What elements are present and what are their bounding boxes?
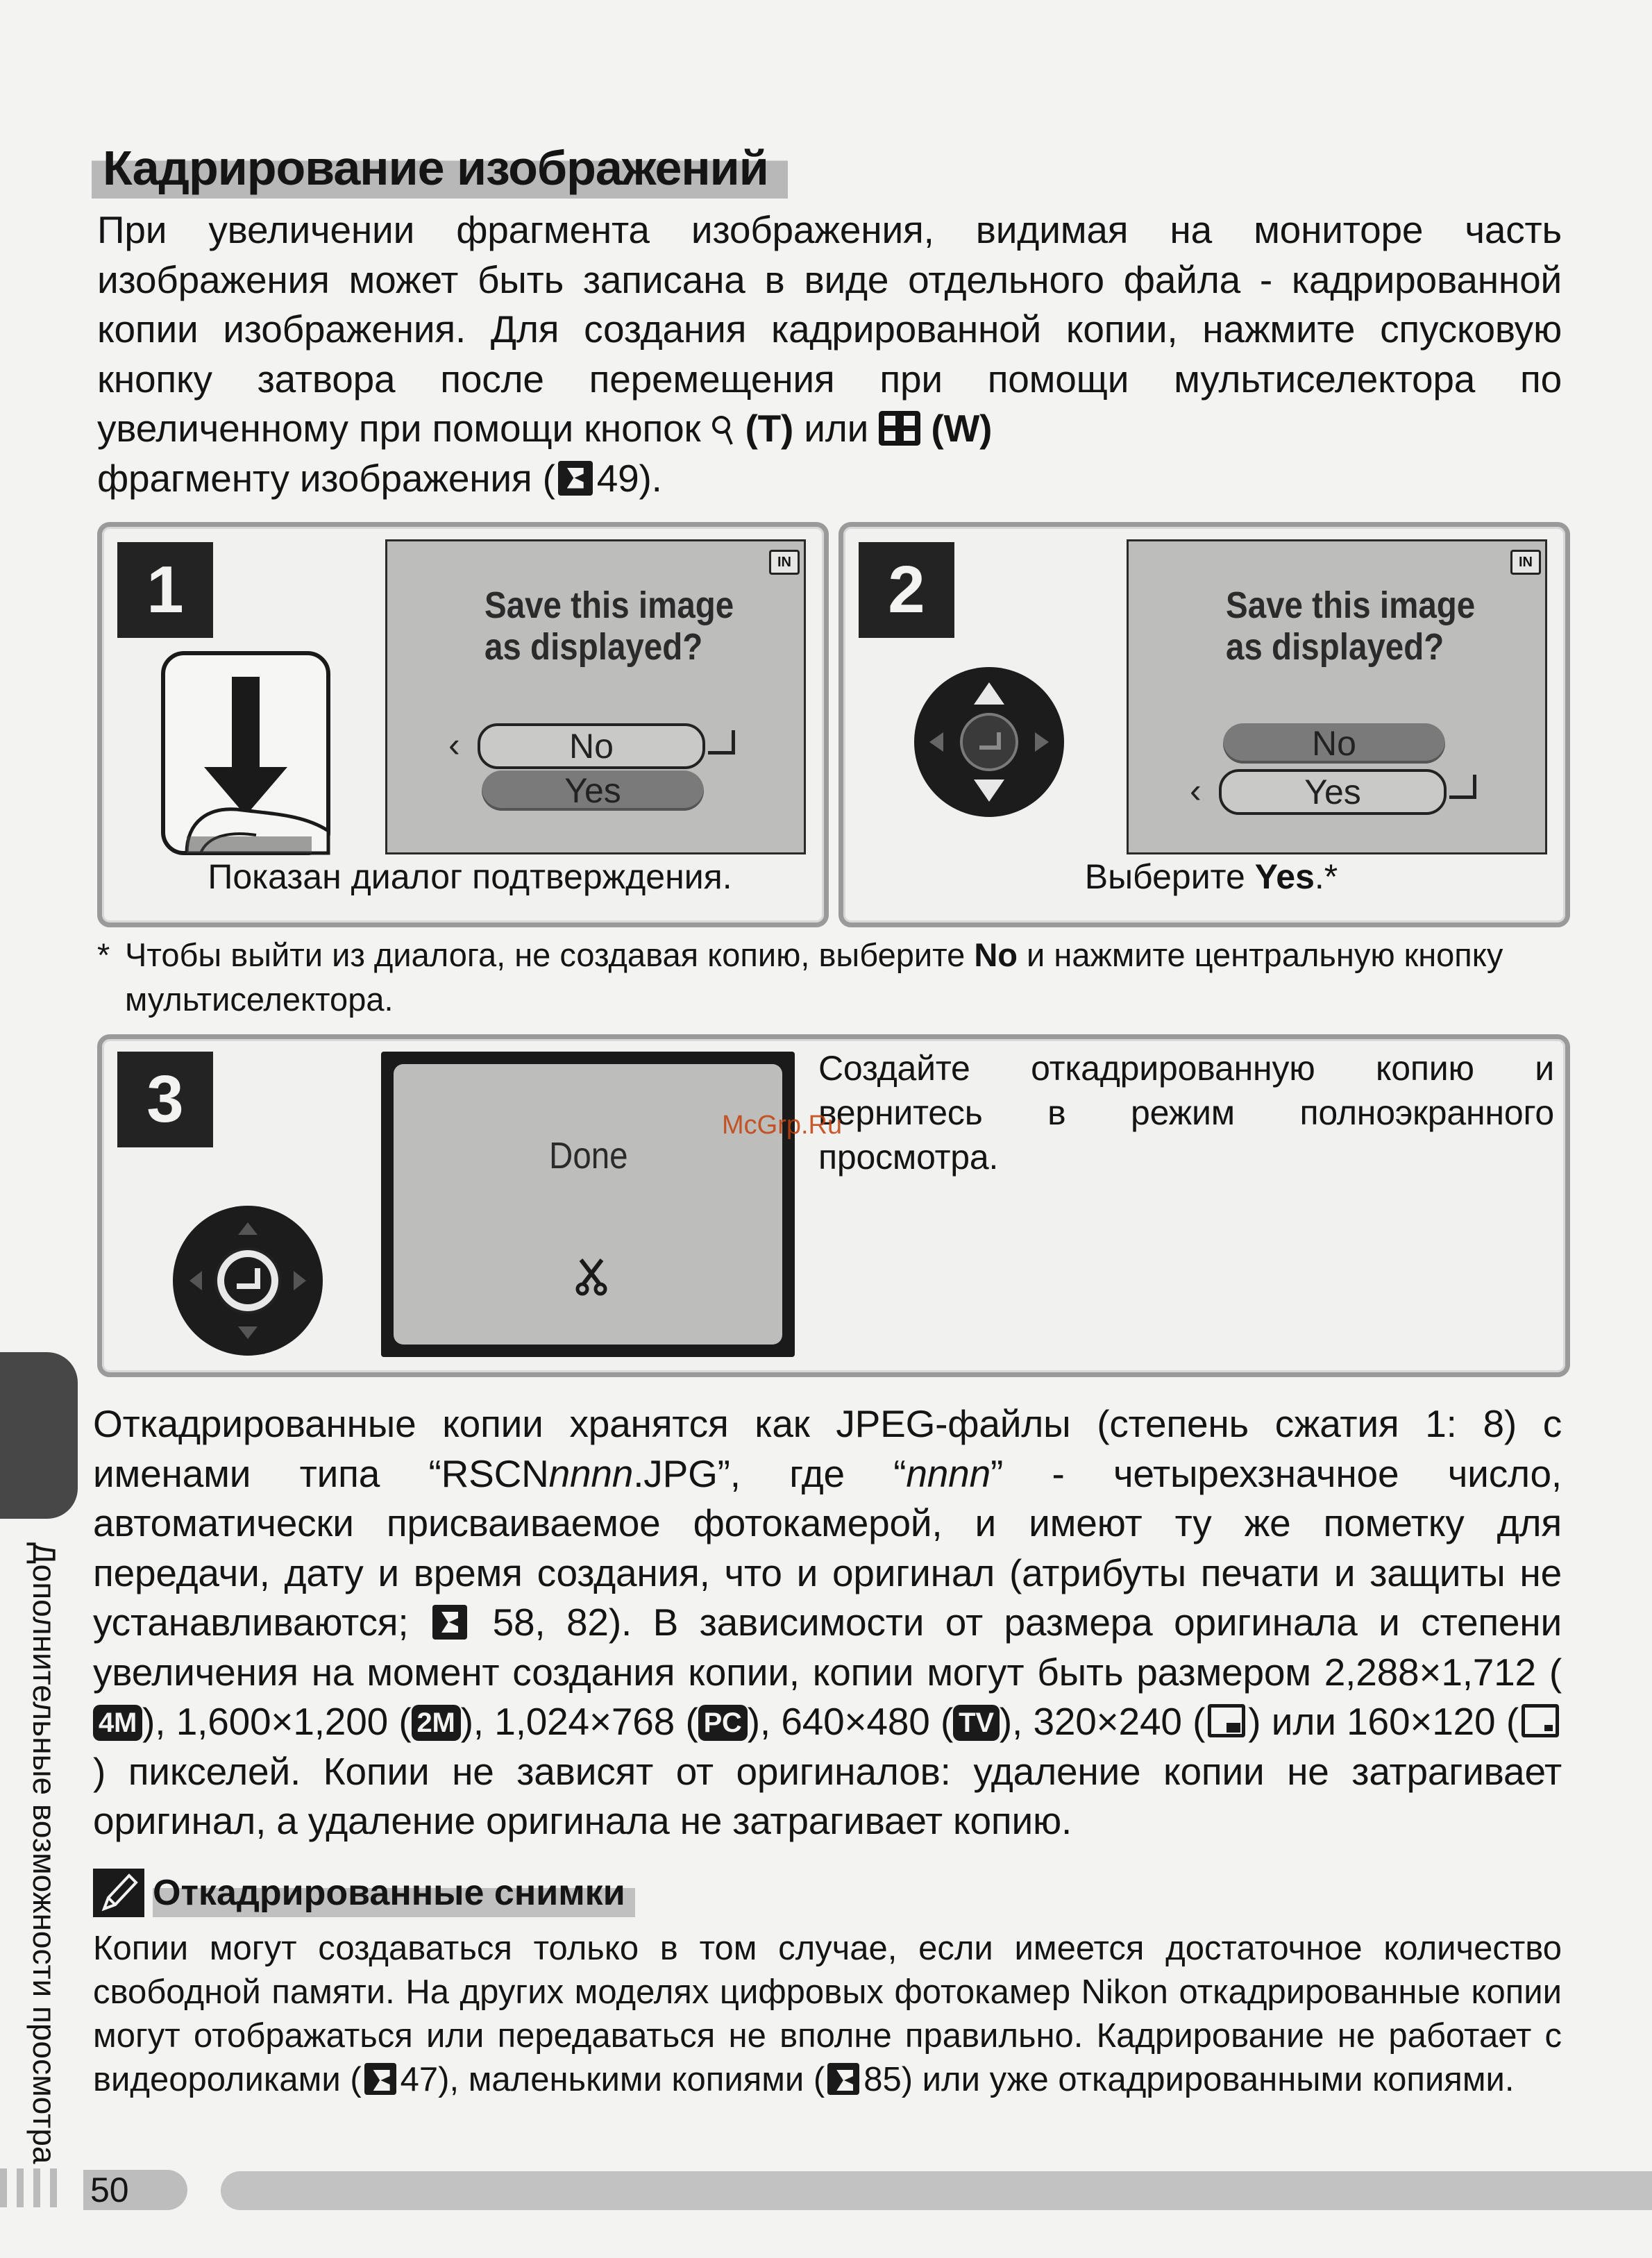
size-320-icon — [1208, 1704, 1245, 1737]
body-text-1: Откадрированные копии хранятся как JPEG-файлы (степень сжатия 1: 8) с именами типа “RSCN — [93, 1402, 1562, 1495]
tele-key-label: (T) — [745, 407, 794, 450]
note-ref-2: 85 — [863, 2061, 902, 2098]
wide-key-label: (W) — [931, 407, 993, 450]
step-2-caption — [885, 856, 1537, 898]
body-text-4: ). В зависимости от размера оригинала и степени увеличения на момент создания копии, копии могут быть размером 2,288×1,712 ( — [93, 1601, 1562, 1694]
camera-monitor-step3 — [381, 1052, 795, 1357]
step-1-caption: Показан диалог подтверждения. — [208, 857, 732, 896]
step-1-panel — [97, 522, 829, 927]
footnote-text-2: и нажмите центральную кнопку мультиселектора. — [125, 936, 1503, 1018]
dialog-question: Save this image as displayed? — [484, 584, 734, 668]
pencil-note-icon — [93, 1869, 144, 1917]
footnote — [97, 933, 1562, 1022]
intro-text-3: ). — [639, 456, 662, 500]
body-text-6: ), 1,024×768 ( — [460, 1700, 698, 1743]
step-2-panel — [838, 522, 1570, 927]
page-ref-number: 49 — [596, 456, 639, 500]
step-number: 3 — [117, 1052, 213, 1147]
note-header — [93, 1869, 635, 1917]
step-3-description: Создайте откадрированную копию и вернитесь в режим полноэкранного просмотра. — [818, 1049, 1554, 1177]
caption-bold: Yes — [1254, 857, 1315, 896]
body-text-2: .JPG”, где “ — [633, 1451, 907, 1495]
body-text-3: ” - четырехзначное число, автоматически присваиваемое фотокамерой, и имеют ту же пометку для передачи, дату и время создания, что и оригинал (атрибуты печати и защиты не устанавливаются; — [93, 1451, 1562, 1644]
option-yes[interactable]: Yes — [482, 770, 704, 811]
caption-text: Выберите — [1084, 857, 1255, 896]
page-ref-icon — [364, 2063, 396, 2095]
footer-rule — [221, 2171, 1652, 2210]
watermark: McGrp.Ru — [722, 1111, 843, 1140]
size-pc-icon: PC — [698, 1705, 748, 1741]
body-text-5: ), 1,600×1,200 ( — [142, 1700, 412, 1743]
camera-monitor-step1 — [385, 539, 806, 854]
body-text-9: ) или 160×120 ( — [1248, 1700, 1519, 1743]
page-ref-icon — [432, 1605, 467, 1640]
body-text-10: ) пикселей. Копии не зависят от оригиналов: удаление копии не затрагивает оригинал, а удаление оригинала не затрагивает копию. — [93, 1749, 1562, 1842]
body-text-7: ), 640×480 ( — [747, 1700, 954, 1743]
page-number-tab — [83, 2170, 187, 2210]
scissors-icon — [574, 1257, 609, 1296]
step-3-panel — [97, 1034, 1570, 1377]
footer-bars — [0, 2166, 83, 2210]
size-160-icon — [1522, 1704, 1559, 1737]
option-no[interactable]: No — [1223, 723, 1445, 764]
step-number: 2 — [859, 542, 954, 638]
footnote-star: * — [97, 936, 110, 973]
monitor-screen — [394, 1064, 782, 1345]
memory-icon: IN — [1510, 550, 1541, 575]
caption-suffix: .* — [1314, 857, 1338, 896]
chapter-label: Дополнительные возможности просмотра — [26, 1542, 62, 2164]
note-title: Откадрированные снимки — [153, 1869, 635, 1917]
camera-monitor-step2 — [1127, 539, 1547, 854]
body-paragraph — [93, 1399, 1562, 1846]
done-message: Done — [549, 1135, 628, 1177]
body-text-8: ), 320×240 ( — [999, 1700, 1206, 1743]
option-yes[interactable]: Yes — [1219, 769, 1447, 815]
footnote-bold: No — [974, 936, 1018, 973]
selection-arrow-left: ‹ — [448, 725, 460, 764]
page-title: Кадрирование изображений — [92, 137, 788, 199]
note-text-1: Копии могут создаваться только в том случае, если имеется достаточное количество свободной памяти. На других моделях цифровых фотокамер Nikon откадрированные копии могут отображаться или передаваться не вполне правильно. Кадрирование не работает с видеороликами ( — [93, 1930, 1562, 2098]
size-2m-icon: 2M — [412, 1705, 461, 1741]
note-text-2: ), маленькими копиями ( — [438, 2061, 825, 2098]
note-text-3: ) или уже откадрированными копиями. — [901, 2061, 1515, 2098]
memory-icon: IN — [769, 550, 800, 575]
zoom-in-icon — [711, 414, 734, 447]
enter-hint-icon — [1449, 775, 1476, 799]
multi-selector-ok-icon — [171, 1204, 324, 1357]
chapter-tab — [0, 1352, 78, 1519]
note-ref-1: 47 — [400, 2061, 439, 2098]
intro-text-2: фрагменту изображения ( — [97, 456, 555, 500]
dialog-question: Save this image as displayed? — [1226, 584, 1476, 668]
option-no[interactable]: No — [478, 723, 705, 769]
intro-paragraph — [97, 205, 1562, 503]
note-body — [93, 1927, 1562, 2102]
or-text: или — [793, 407, 879, 450]
shutter-press-icon — [159, 649, 332, 857]
size-tv-icon: TV — [953, 1705, 1000, 1741]
intro-text: При увеличении фрагмента изображения, видимая на мониторе часть изображения может быть записана в виде отдельного файла - кадрированной копии изображения. Для создания кадрированной копии, нажмите спусковую кнопку затвора после перемещения при помощи мультиселектора по увеличенному при помощи кнопок — [97, 208, 1562, 450]
footnote-text: Чтобы выйти из диалога, не создавая копию, выберите — [125, 936, 975, 973]
step-number: 1 — [117, 542, 213, 638]
size-4m-icon: 4M — [93, 1705, 142, 1741]
page-ref-icon — [827, 2063, 859, 2095]
body-italic-2: nnnn — [906, 1451, 991, 1495]
body-italic-1: nnnn — [548, 1451, 634, 1495]
selection-arrow-left: ‹ — [1190, 771, 1202, 810]
page-number: 50 — [90, 2171, 129, 2209]
thumbnail-grid-icon — [879, 411, 920, 446]
enter-hint-icon — [708, 730, 735, 755]
multi-selector-up-down-icon — [913, 666, 1065, 818]
body-ref-numbers: 58, 82 — [492, 1601, 609, 1644]
page-ref-icon — [558, 461, 593, 496]
